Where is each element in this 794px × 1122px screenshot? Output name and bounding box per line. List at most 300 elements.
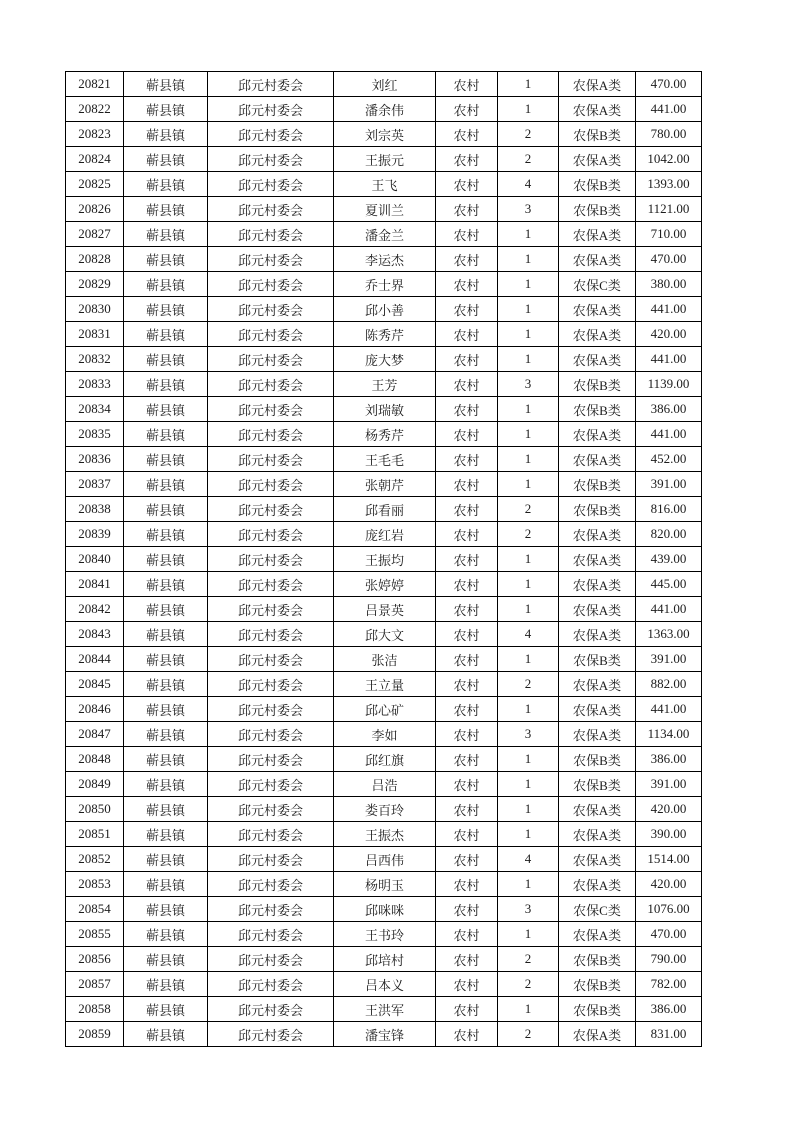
serial-number-cell: 20859 — [66, 1022, 124, 1047]
insurance-category-cell: 农保B类 — [559, 647, 636, 672]
village-committee-cell: 邱元村委会 — [208, 572, 334, 597]
amount-cell: 441.00 — [636, 597, 702, 622]
table-row — [66, 472, 702, 497]
amount-cell: 391.00 — [636, 772, 702, 797]
serial-number-cell: 20823 — [66, 122, 124, 147]
town-cell: 蕲县镇 — [124, 172, 208, 197]
town-cell: 蕲县镇 — [124, 747, 208, 772]
town-cell: 蕲县镇 — [124, 222, 208, 247]
table-row — [66, 997, 702, 1022]
person-count-cell: 1 — [498, 822, 559, 847]
town-cell: 蕲县镇 — [124, 947, 208, 972]
insurance-category-cell: 农保A类 — [559, 447, 636, 472]
serial-number-cell: 20852 — [66, 847, 124, 872]
person-count-cell: 1 — [498, 247, 559, 272]
insurance-category-cell: 农保B类 — [559, 497, 636, 522]
person-name-cell: 吕本义 — [334, 972, 436, 997]
village-committee-cell: 邱元村委会 — [208, 497, 334, 522]
table-row — [66, 572, 702, 597]
residence-type-cell: 农村 — [436, 822, 498, 847]
person-count-cell: 3 — [498, 197, 559, 222]
residence-type-cell: 农村 — [436, 122, 498, 147]
amount-cell: 445.00 — [636, 572, 702, 597]
table-row — [66, 797, 702, 822]
table-row — [66, 247, 702, 272]
insurance-category-cell: 农保A类 — [559, 422, 636, 447]
person-name-cell: 王洪军 — [334, 997, 436, 1022]
insurance-category-cell: 农保B类 — [559, 472, 636, 497]
residence-type-cell: 农村 — [436, 172, 498, 197]
amount-cell: 441.00 — [636, 697, 702, 722]
insurance-category-cell: 农保A类 — [559, 597, 636, 622]
serial-number-cell: 20837 — [66, 472, 124, 497]
village-committee-cell: 邱元村委会 — [208, 222, 334, 247]
person-count-cell: 1 — [498, 297, 559, 322]
village-committee-cell: 邱元村委会 — [208, 547, 334, 572]
village-committee-cell: 邱元村委会 — [208, 372, 334, 397]
village-committee-cell: 邱元村委会 — [208, 147, 334, 172]
table-row — [66, 747, 702, 772]
person-name-cell: 潘宝锋 — [334, 1022, 436, 1047]
table-row — [66, 672, 702, 697]
insurance-category-cell: 农保B类 — [559, 772, 636, 797]
table-row — [66, 1022, 702, 1047]
amount-cell: 420.00 — [636, 322, 702, 347]
person-name-cell: 邱大文 — [334, 622, 436, 647]
table-row — [66, 922, 702, 947]
residence-type-cell: 农村 — [436, 72, 498, 97]
person-count-cell: 1 — [498, 772, 559, 797]
serial-number-cell: 20849 — [66, 772, 124, 797]
village-committee-cell: 邱元村委会 — [208, 272, 334, 297]
residence-type-cell: 农村 — [436, 572, 498, 597]
town-cell: 蕲县镇 — [124, 197, 208, 222]
town-cell: 蕲县镇 — [124, 347, 208, 372]
residence-type-cell: 农村 — [436, 497, 498, 522]
amount-cell: 1042.00 — [636, 147, 702, 172]
person-name-cell: 王振元 — [334, 147, 436, 172]
village-committee-cell: 邱元村委会 — [208, 1022, 334, 1047]
person-name-cell: 陈秀芹 — [334, 322, 436, 347]
table-row — [66, 297, 702, 322]
amount-cell: 710.00 — [636, 222, 702, 247]
amount-cell: 1076.00 — [636, 897, 702, 922]
table-row — [66, 97, 702, 122]
person-count-cell: 1 — [498, 547, 559, 572]
insurance-category-cell: 农保C类 — [559, 272, 636, 297]
town-cell: 蕲县镇 — [124, 322, 208, 347]
village-committee-cell: 邱元村委会 — [208, 872, 334, 897]
residence-type-cell: 农村 — [436, 622, 498, 647]
amount-cell: 1393.00 — [636, 172, 702, 197]
residence-type-cell: 农村 — [436, 297, 498, 322]
insurance-category-cell: 农保B类 — [559, 747, 636, 772]
person-count-cell: 2 — [498, 972, 559, 997]
village-committee-cell: 邱元村委会 — [208, 747, 334, 772]
person-name-cell: 李如 — [334, 722, 436, 747]
town-cell: 蕲县镇 — [124, 247, 208, 272]
town-cell: 蕲县镇 — [124, 472, 208, 497]
village-committee-cell: 邱元村委会 — [208, 972, 334, 997]
village-committee-cell: 邱元村委会 — [208, 897, 334, 922]
serial-number-cell: 20829 — [66, 272, 124, 297]
person-name-cell: 王芳 — [334, 372, 436, 397]
serial-number-cell: 20840 — [66, 547, 124, 572]
amount-cell: 470.00 — [636, 247, 702, 272]
person-count-cell: 1 — [498, 97, 559, 122]
person-count-cell: 1 — [498, 422, 559, 447]
insurance-category-cell: 农保B类 — [559, 972, 636, 997]
person-count-cell: 1 — [498, 272, 559, 297]
table-row — [66, 222, 702, 247]
village-committee-cell: 邱元村委会 — [208, 847, 334, 872]
person-name-cell: 潘余伟 — [334, 97, 436, 122]
insurance-category-cell: 农保A类 — [559, 247, 636, 272]
insurance-category-cell: 农保B类 — [559, 397, 636, 422]
residence-type-cell: 农村 — [436, 347, 498, 372]
serial-number-cell: 20850 — [66, 797, 124, 822]
town-cell: 蕲县镇 — [124, 122, 208, 147]
residence-type-cell: 农村 — [436, 847, 498, 872]
village-committee-cell: 邱元村委会 — [208, 322, 334, 347]
person-count-cell: 1 — [498, 922, 559, 947]
person-count-cell: 1 — [498, 747, 559, 772]
amount-cell: 441.00 — [636, 97, 702, 122]
serial-number-cell: 20857 — [66, 972, 124, 997]
insurance-category-cell: 农保A类 — [559, 72, 636, 97]
residence-type-cell: 农村 — [436, 947, 498, 972]
person-name-cell: 王振杰 — [334, 822, 436, 847]
amount-cell: 420.00 — [636, 797, 702, 822]
insurance-category-cell: 农保A类 — [559, 722, 636, 747]
person-name-cell: 娄百玲 — [334, 797, 436, 822]
village-committee-cell: 邱元村委会 — [208, 922, 334, 947]
town-cell: 蕲县镇 — [124, 297, 208, 322]
village-committee-cell: 邱元村委会 — [208, 122, 334, 147]
amount-cell: 1139.00 — [636, 372, 702, 397]
person-count-cell: 1 — [498, 347, 559, 372]
residence-type-cell: 农村 — [436, 422, 498, 447]
person-name-cell: 王振均 — [334, 547, 436, 572]
serial-number-cell: 20858 — [66, 997, 124, 1022]
village-committee-cell: 邱元村委会 — [208, 297, 334, 322]
residence-type-cell: 农村 — [436, 197, 498, 222]
village-committee-cell: 邱元村委会 — [208, 472, 334, 497]
table-row — [66, 597, 702, 622]
residence-type-cell: 农村 — [436, 647, 498, 672]
town-cell: 蕲县镇 — [124, 772, 208, 797]
person-name-cell: 刘瑞敏 — [334, 397, 436, 422]
town-cell: 蕲县镇 — [124, 872, 208, 897]
town-cell: 蕲县镇 — [124, 622, 208, 647]
person-name-cell: 邱小善 — [334, 297, 436, 322]
serial-number-cell: 20822 — [66, 97, 124, 122]
residence-type-cell: 农村 — [436, 997, 498, 1022]
insurance-category-cell: 农保B类 — [559, 197, 636, 222]
residence-type-cell: 农村 — [436, 247, 498, 272]
table-row — [66, 897, 702, 922]
town-cell: 蕲县镇 — [124, 397, 208, 422]
person-count-cell: 1 — [498, 997, 559, 1022]
table-row — [66, 622, 702, 647]
table-row — [66, 197, 702, 222]
village-committee-cell: 邱元村委会 — [208, 797, 334, 822]
insurance-category-cell: 农保A类 — [559, 822, 636, 847]
village-committee-cell: 邱元村委会 — [208, 822, 334, 847]
residence-type-cell: 农村 — [436, 222, 498, 247]
amount-cell: 390.00 — [636, 822, 702, 847]
insurance-category-cell: 农保A类 — [559, 347, 636, 372]
village-committee-cell: 邱元村委会 — [208, 622, 334, 647]
person-count-cell: 2 — [498, 147, 559, 172]
amount-cell: 790.00 — [636, 947, 702, 972]
residence-type-cell: 农村 — [436, 447, 498, 472]
insurance-category-cell: 农保A类 — [559, 622, 636, 647]
serial-number-cell: 20825 — [66, 172, 124, 197]
residence-type-cell: 农村 — [436, 397, 498, 422]
person-count-cell: 1 — [498, 222, 559, 247]
person-name-cell: 张朝芹 — [334, 472, 436, 497]
insurance-category-cell: 农保B类 — [559, 372, 636, 397]
table-row — [66, 697, 702, 722]
serial-number-cell: 20845 — [66, 672, 124, 697]
person-name-cell: 刘宗英 — [334, 122, 436, 147]
insurance-category-cell: 农保A类 — [559, 872, 636, 897]
person-count-cell: 1 — [498, 872, 559, 897]
residence-type-cell: 农村 — [436, 747, 498, 772]
village-committee-cell: 邱元村委会 — [208, 997, 334, 1022]
serial-number-cell: 20830 — [66, 297, 124, 322]
amount-cell: 820.00 — [636, 522, 702, 547]
town-cell: 蕲县镇 — [124, 847, 208, 872]
village-committee-cell: 邱元村委会 — [208, 697, 334, 722]
table-row — [66, 422, 702, 447]
village-committee-cell: 邱元村委会 — [208, 647, 334, 672]
person-name-cell: 王飞 — [334, 172, 436, 197]
village-committee-cell: 邱元村委会 — [208, 347, 334, 372]
serial-number-cell: 20846 — [66, 697, 124, 722]
residence-type-cell: 农村 — [436, 522, 498, 547]
table-row — [66, 547, 702, 572]
residence-type-cell: 农村 — [436, 272, 498, 297]
serial-number-cell: 20834 — [66, 397, 124, 422]
serial-number-cell: 20832 — [66, 347, 124, 372]
table-row — [66, 847, 702, 872]
amount-cell: 1121.00 — [636, 197, 702, 222]
town-cell: 蕲县镇 — [124, 822, 208, 847]
serial-number-cell: 20856 — [66, 947, 124, 972]
serial-number-cell: 20824 — [66, 147, 124, 172]
person-count-cell: 2 — [498, 522, 559, 547]
village-committee-cell: 邱元村委会 — [208, 947, 334, 972]
town-cell: 蕲县镇 — [124, 922, 208, 947]
residence-type-cell: 农村 — [436, 547, 498, 572]
residence-type-cell: 农村 — [436, 372, 498, 397]
residence-type-cell: 农村 — [436, 322, 498, 347]
person-name-cell: 刘红 — [334, 72, 436, 97]
amount-cell: 831.00 — [636, 1022, 702, 1047]
person-count-cell: 1 — [498, 647, 559, 672]
residence-type-cell: 农村 — [436, 972, 498, 997]
serial-number-cell: 20826 — [66, 197, 124, 222]
person-count-cell: 2 — [498, 672, 559, 697]
person-count-cell: 1 — [498, 472, 559, 497]
serial-number-cell: 20833 — [66, 372, 124, 397]
table-row — [66, 822, 702, 847]
person-name-cell: 吕西伟 — [334, 847, 436, 872]
insurance-category-cell: 农保A类 — [559, 222, 636, 247]
serial-number-cell: 20827 — [66, 222, 124, 247]
insurance-category-cell: 农保B类 — [559, 997, 636, 1022]
insurance-category-cell: 农保A类 — [559, 672, 636, 697]
person-name-cell: 邱心矿 — [334, 697, 436, 722]
person-count-cell: 1 — [498, 447, 559, 472]
person-name-cell: 乔士界 — [334, 272, 436, 297]
table-row — [66, 647, 702, 672]
amount-cell: 380.00 — [636, 272, 702, 297]
person-count-cell: 4 — [498, 622, 559, 647]
table-row — [66, 772, 702, 797]
amount-cell: 391.00 — [636, 472, 702, 497]
person-count-cell: 1 — [498, 797, 559, 822]
insurance-category-cell: 农保A类 — [559, 922, 636, 947]
person-count-cell: 4 — [498, 847, 559, 872]
person-count-cell: 3 — [498, 722, 559, 747]
town-cell: 蕲县镇 — [124, 997, 208, 1022]
person-count-cell: 2 — [498, 947, 559, 972]
insurance-category-cell: 农保A类 — [559, 147, 636, 172]
person-count-cell: 4 — [498, 172, 559, 197]
person-name-cell: 庞红岩 — [334, 522, 436, 547]
person-name-cell: 邱培村 — [334, 947, 436, 972]
table-row — [66, 497, 702, 522]
serial-number-cell: 20839 — [66, 522, 124, 547]
residence-type-cell: 农村 — [436, 697, 498, 722]
person-name-cell: 张洁 — [334, 647, 436, 672]
village-committee-cell: 邱元村委会 — [208, 672, 334, 697]
table-row — [66, 397, 702, 422]
table-row — [66, 947, 702, 972]
village-committee-cell: 邱元村委会 — [208, 447, 334, 472]
amount-cell: 441.00 — [636, 347, 702, 372]
person-count-cell: 3 — [498, 372, 559, 397]
town-cell: 蕲县镇 — [124, 972, 208, 997]
residence-type-cell: 农村 — [436, 1022, 498, 1047]
person-name-cell: 邱看丽 — [334, 497, 436, 522]
amount-cell: 470.00 — [636, 922, 702, 947]
person-name-cell: 王书玲 — [334, 922, 436, 947]
town-cell: 蕲县镇 — [124, 597, 208, 622]
person-name-cell: 邱红旗 — [334, 747, 436, 772]
town-cell: 蕲县镇 — [124, 797, 208, 822]
insurance-category-cell: 农保A类 — [559, 697, 636, 722]
town-cell: 蕲县镇 — [124, 497, 208, 522]
table-row — [66, 372, 702, 397]
table-row — [66, 972, 702, 997]
table-row — [66, 522, 702, 547]
residence-type-cell: 农村 — [436, 597, 498, 622]
town-cell: 蕲县镇 — [124, 572, 208, 597]
table-row — [66, 147, 702, 172]
town-cell: 蕲县镇 — [124, 372, 208, 397]
residence-type-cell: 农村 — [436, 97, 498, 122]
table-row — [66, 447, 702, 472]
residence-type-cell: 农村 — [436, 772, 498, 797]
person-count-cell: 1 — [498, 597, 559, 622]
person-count-cell: 1 — [498, 72, 559, 97]
amount-cell: 1134.00 — [636, 722, 702, 747]
person-name-cell: 王毛毛 — [334, 447, 436, 472]
amount-cell: 391.00 — [636, 647, 702, 672]
person-name-cell: 夏训兰 — [334, 197, 436, 222]
insurance-category-cell: 农保B类 — [559, 122, 636, 147]
residence-type-cell: 农村 — [436, 872, 498, 897]
insurance-category-cell: 农保B类 — [559, 947, 636, 972]
table-row — [66, 72, 702, 97]
residence-type-cell: 农村 — [436, 672, 498, 697]
serial-number-cell: 20835 — [66, 422, 124, 447]
amount-cell: 1514.00 — [636, 847, 702, 872]
table-row — [66, 172, 702, 197]
insurance-category-cell: 农保A类 — [559, 522, 636, 547]
town-cell: 蕲县镇 — [124, 422, 208, 447]
amount-cell: 452.00 — [636, 447, 702, 472]
table-row — [66, 272, 702, 297]
person-count-cell: 1 — [498, 322, 559, 347]
table-row — [66, 322, 702, 347]
serial-number-cell: 20841 — [66, 572, 124, 597]
village-committee-cell: 邱元村委会 — [208, 197, 334, 222]
insurance-category-cell: 农保A类 — [559, 547, 636, 572]
amount-cell: 386.00 — [636, 747, 702, 772]
person-name-cell: 邱咪咪 — [334, 897, 436, 922]
town-cell: 蕲县镇 — [124, 547, 208, 572]
town-cell: 蕲县镇 — [124, 697, 208, 722]
person-name-cell: 李运杰 — [334, 247, 436, 272]
serial-number-cell: 20844 — [66, 647, 124, 672]
person-name-cell: 吕浩 — [334, 772, 436, 797]
village-committee-cell: 邱元村委会 — [208, 72, 334, 97]
amount-cell: 386.00 — [636, 397, 702, 422]
serial-number-cell: 20848 — [66, 747, 124, 772]
town-cell: 蕲县镇 — [124, 72, 208, 97]
town-cell: 蕲县镇 — [124, 522, 208, 547]
serial-number-cell: 20821 — [66, 72, 124, 97]
serial-number-cell: 20843 — [66, 622, 124, 647]
amount-cell: 439.00 — [636, 547, 702, 572]
person-count-cell: 2 — [498, 1022, 559, 1047]
amount-cell: 470.00 — [636, 72, 702, 97]
amount-cell: 441.00 — [636, 297, 702, 322]
village-committee-cell: 邱元村委会 — [208, 722, 334, 747]
table-row — [66, 122, 702, 147]
person-count-cell: 1 — [498, 572, 559, 597]
village-committee-cell: 邱元村委会 — [208, 597, 334, 622]
insurance-records-table — [65, 71, 702, 1047]
residence-type-cell: 农村 — [436, 722, 498, 747]
insurance-category-cell: 农保A类 — [559, 847, 636, 872]
town-cell: 蕲县镇 — [124, 722, 208, 747]
serial-number-cell: 20838 — [66, 497, 124, 522]
amount-cell: 386.00 — [636, 997, 702, 1022]
insurance-category-cell: 农保A类 — [559, 97, 636, 122]
village-committee-cell: 邱元村委会 — [208, 247, 334, 272]
person-count-cell: 1 — [498, 697, 559, 722]
residence-type-cell: 农村 — [436, 472, 498, 497]
serial-number-cell: 20851 — [66, 822, 124, 847]
person-name-cell: 王立量 — [334, 672, 436, 697]
serial-number-cell: 20836 — [66, 447, 124, 472]
